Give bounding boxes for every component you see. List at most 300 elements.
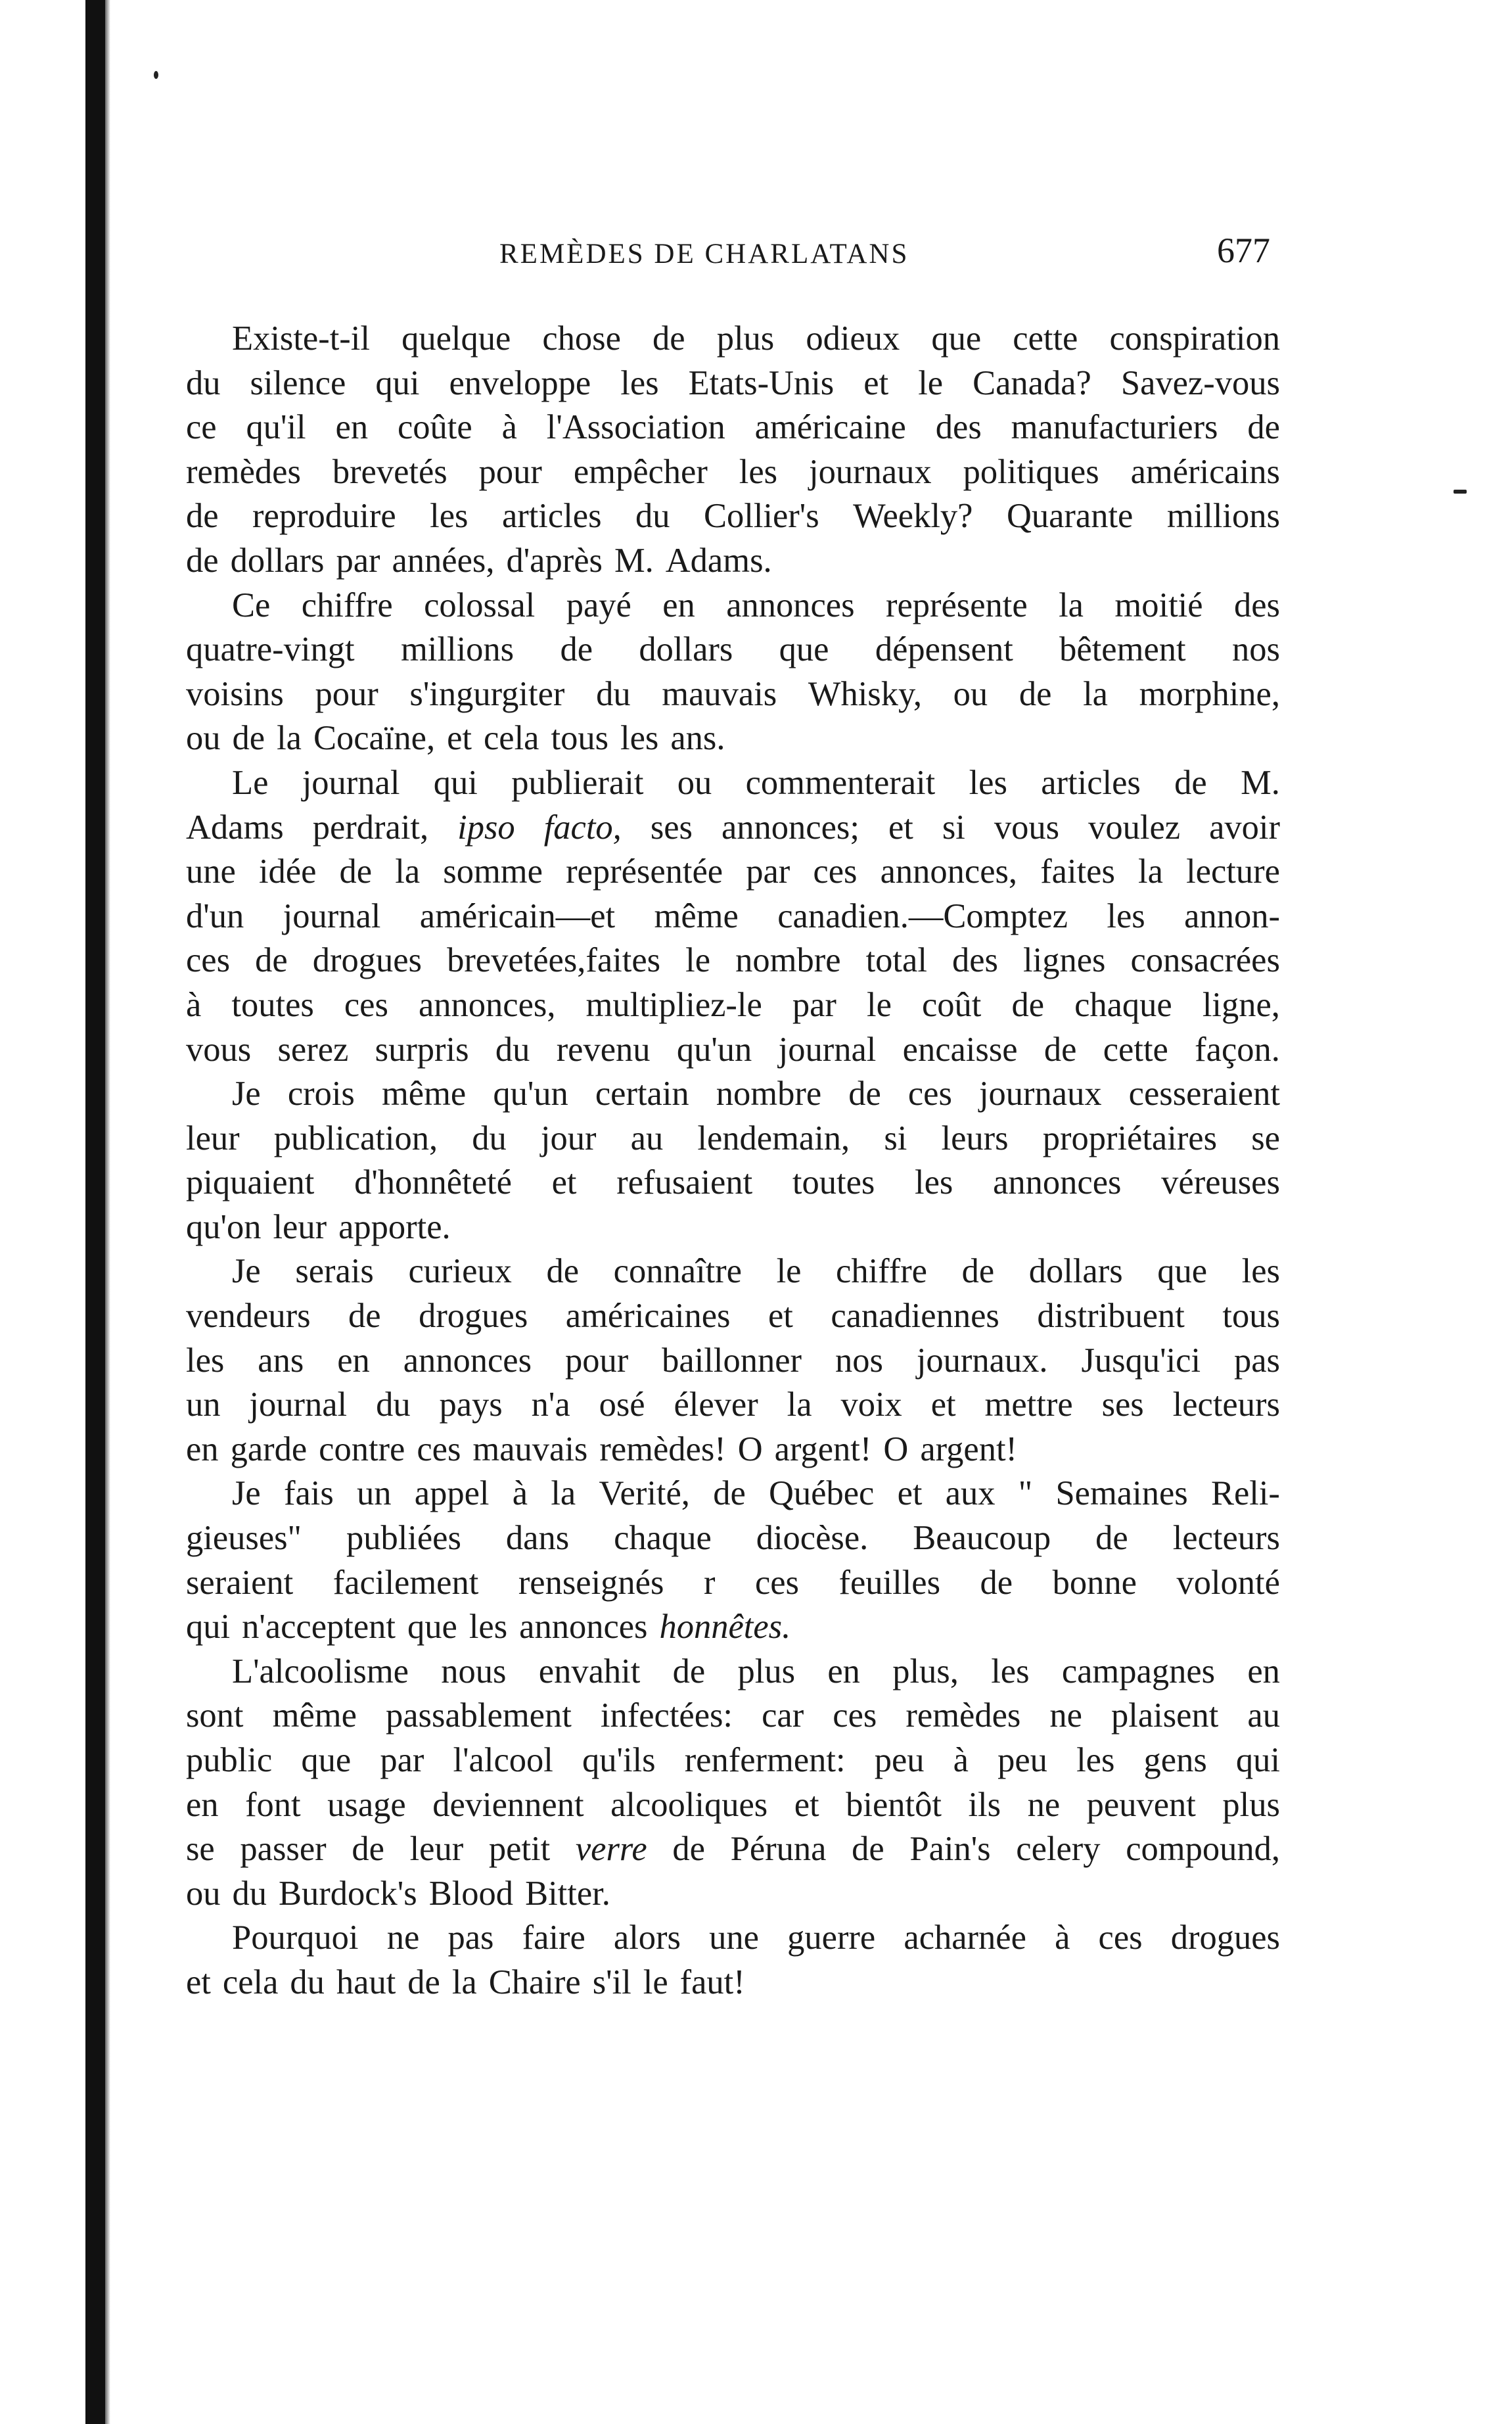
word: Beaucoup [913,1519,1051,1558]
word: le [776,1252,802,1291]
word: pour [564,1341,629,1380]
word: canadiennes [831,1297,999,1336]
word: faut! [679,1963,745,2001]
word: facto, [543,808,622,847]
word: le [918,363,944,402]
word: coûte [397,408,472,447]
word: de [560,630,593,669]
word: mettre [984,1386,1073,1424]
word: acharnée [904,1919,1026,1957]
word: ans. [670,719,725,758]
word: nombre [716,1075,822,1113]
word: même [654,897,739,935]
word: pour [478,452,542,491]
word: représente [885,586,1028,624]
word: argent! [774,1430,872,1468]
word: consacrées [1130,941,1280,980]
word: que [1157,1252,1208,1291]
word: brevetées,faites [447,941,661,980]
word: ces [186,941,231,980]
word: dollars [1028,1252,1123,1291]
text-line [186,317,1280,361]
word: à [501,408,517,447]
word: les [620,719,659,758]
word: Blood [428,1874,514,1913]
text-line [186,761,1280,806]
word: ou [677,763,712,802]
word: multipliez-le [585,985,762,1024]
word: faites [1040,852,1115,891]
word: la [551,1474,576,1513]
word: Je [232,1252,261,1291]
word: canadien.—Comptez [777,897,1068,935]
word: journal [249,1386,348,1424]
word: de [1095,1519,1128,1558]
word: se [1251,1119,1280,1157]
word: Quarante [1006,497,1134,536]
word: renferment: [684,1741,846,1779]
word: drogues [1170,1919,1280,1957]
word: lignes [1023,941,1106,980]
word: enveloppe [449,363,591,402]
word: volonté [1176,1563,1280,1602]
word: annonces; [722,808,859,847]
word: le [643,1963,668,2001]
word: lecteurs [1172,1386,1280,1424]
text-line [186,1694,1280,1738]
word: chaque [1074,985,1172,1024]
word: en [337,1341,370,1380]
word: Bitter. [525,1874,610,1913]
word: un [357,1474,392,1513]
word: pays [439,1386,503,1424]
word: Jusqu'ici [1081,1341,1201,1380]
word: chose [542,319,621,358]
word: Adams. [665,541,772,580]
word: verre [575,1830,647,1869]
word: et [794,1785,819,1824]
word: du [232,1874,267,1913]
text-line [186,1249,1280,1294]
word: nous [441,1652,507,1690]
word: la [395,852,421,891]
word: ces [907,1075,952,1113]
word: et [767,1297,793,1336]
word: de [713,1474,746,1513]
word: feuilles [838,1563,941,1602]
text-line [186,983,1280,1028]
word: nos [1231,630,1280,669]
word: facilement [332,1563,479,1602]
word: en [827,1652,860,1690]
word: ces [1098,1919,1143,1957]
word: publication, [273,1119,438,1157]
word: la [1059,586,1084,624]
word: commenterait [745,763,936,802]
word: vous [994,808,1060,847]
text-line [186,1161,1280,1205]
word: remèdes [905,1696,1021,1735]
word: Ce [232,586,271,624]
word: à [512,1474,528,1513]
word: de [980,1563,1013,1602]
word: de [848,1075,881,1113]
word: millions [1166,497,1280,536]
word: américaine [754,408,906,447]
word: de [1247,408,1280,447]
word: de [1174,763,1207,802]
word: appel [414,1474,490,1513]
word: seraient [186,1563,294,1602]
word: au [1247,1696,1280,1735]
word: odieux [806,319,900,358]
word: ans [258,1341,304,1380]
word: années, [392,541,495,580]
text-line [186,1827,1280,1872]
page-number: 677 [1217,231,1270,270]
word: Pourquoi [232,1919,359,1957]
word: font [245,1785,301,1824]
word: toutes [792,1163,875,1202]
word: la [451,1963,477,2001]
word: Weekly? [853,497,973,536]
text-line [186,406,1280,450]
word: du [596,674,631,713]
word: tous [1222,1297,1280,1336]
word: bientôt [846,1785,942,1824]
word: somme [443,852,543,891]
word: leurs [941,1119,1009,1157]
word: Whisky, [808,674,922,713]
word: perdrait, [312,808,429,847]
word: qui [375,363,420,402]
text-line [186,1117,1280,1161]
word: et [447,719,472,758]
word: la [277,719,302,758]
word: ou [953,674,988,713]
word: Québec [769,1474,875,1513]
word: les [186,1341,225,1380]
word: Etats-Unis [688,363,835,402]
body-text [186,317,1280,2005]
word: revenu [556,1030,651,1069]
word: toutes [231,985,314,1024]
word: r [703,1563,716,1602]
word: même [272,1696,357,1735]
word: leur [409,1830,464,1869]
word: idée [258,852,317,891]
word: Collier's [703,497,819,536]
word: ne [386,1919,420,1957]
word: cesseraient [1128,1075,1280,1113]
word: baillonner [662,1341,802,1380]
word: que [407,1608,457,1646]
text-line [186,1872,1280,1917]
word: leur [186,1119,240,1157]
word: guerre [787,1919,876,1957]
word: quatre-vingt [186,630,355,669]
word: de [339,852,373,891]
word: articles [501,497,602,536]
word: plus [716,319,775,358]
word: drogues [312,941,422,980]
word: dans [505,1519,570,1558]
word: certain [595,1075,689,1113]
word: journaux. [916,1341,1048,1380]
word: petit [488,1830,551,1869]
word: de [407,1963,440,2001]
word: Chaire [488,1963,581,2001]
text-line [186,1028,1280,1073]
text-line [186,1783,1280,1828]
word: les [1241,1252,1280,1291]
word: Péruna [730,1830,827,1869]
word: diocèse. [756,1519,869,1558]
word: voix [840,1386,902,1424]
word: le [685,941,711,980]
word: par [792,985,836,1024]
text-line [186,1650,1280,1694]
word: quelque [401,319,511,358]
word: alors [613,1919,681,1957]
word: des [951,941,998,980]
word: Existe-t-il [232,319,370,358]
word: aux [945,1474,996,1513]
word: une [186,852,236,891]
word: garde [230,1430,308,1468]
word: peu [997,1741,1047,1779]
word: fais [283,1474,334,1513]
word: de [672,1830,705,1869]
word: d'un [186,897,244,935]
word: curieux [408,1252,512,1291]
word: public [186,1741,273,1779]
text-line [186,672,1280,717]
word: de [653,319,685,358]
word: faire [522,1919,585,1957]
word: peuvent [1086,1785,1196,1824]
word: et [863,363,889,402]
word: l'alcool [453,1741,553,1779]
word: vendeurs [186,1297,311,1336]
word: avoir [1209,808,1280,847]
word: plus, [892,1652,959,1690]
text-line [186,806,1280,851]
word: américains [1130,452,1280,491]
word: un [186,1386,221,1424]
word: annonces [993,1163,1122,1202]
text-line [186,628,1280,672]
word: passer [240,1830,327,1869]
word: articles [1041,763,1141,802]
word: Pain's [909,1830,991,1869]
word: voulez [1088,808,1181,847]
word: remèdes! [599,1430,726,1468]
word: payé [566,586,631,624]
text-line [186,1205,1280,1250]
word: en [662,586,695,624]
word: une [709,1919,759,1957]
word: colossal [424,586,536,624]
word: refusaient [616,1163,753,1202]
word: tous [551,719,609,758]
word: lendemain, [697,1119,850,1157]
word: jour [540,1119,597,1157]
word: des [1233,586,1280,624]
word: Cocaïne, [313,719,436,758]
word: en [1247,1652,1280,1690]
text-line [186,539,1280,584]
word: nos [835,1341,883,1380]
word: et [551,1163,577,1202]
word: Canada? [973,363,1091,402]
word: du [376,1386,411,1424]
word: ses [1101,1386,1144,1424]
word: serez [277,1030,349,1069]
word: les [915,1163,953,1202]
word: et [930,1386,956,1424]
word: qu'un [676,1030,752,1069]
word: la [1083,674,1108,713]
text-line [186,1428,1280,1472]
word: O [737,1430,763,1468]
word: journaux [809,452,932,491]
word: sont [186,1696,244,1735]
word: serais [295,1252,374,1291]
word: gens [1143,1741,1207,1779]
text-line [186,716,1280,761]
text-line [186,1383,1280,1428]
word: que [301,1741,352,1779]
word: propriétaires [1042,1119,1218,1157]
word: manufacturiers [1011,408,1218,447]
word: façon. [1195,1030,1280,1069]
word: plus [1222,1785,1280,1824]
word: voisins [186,674,284,713]
word: alcooliques [610,1785,768,1824]
word: à [186,985,202,1024]
word: journal [283,897,381,935]
word: américain—et [419,897,616,935]
word: qu'il [246,408,306,447]
word: conspiration [1109,319,1280,358]
text-line [186,1294,1280,1339]
word: s'ingurgiter [409,674,565,713]
word: la [787,1386,812,1424]
word: de [961,1252,995,1291]
text-line [186,1738,1280,1783]
word: connaître [613,1252,742,1291]
word: les [1076,1741,1115,1779]
word: Adams [186,808,284,847]
text-line [186,1561,1280,1606]
word: journal [778,1030,877,1069]
word: ne [1027,1785,1061,1824]
word: publierait [511,763,644,802]
word: que [779,630,829,669]
word: qui [1235,1741,1280,1779]
word: ou [186,719,221,758]
word: du [186,363,221,402]
word: drogues [419,1297,528,1336]
word: si [942,808,965,847]
word: ils [968,1785,1001,1824]
word: les [739,452,778,491]
word: compound, [1126,1830,1280,1869]
page-binding-shadow [105,0,110,2424]
word: O [883,1430,909,1468]
word: cette [1013,319,1078,358]
word: américaines [565,1297,731,1336]
word: de [1011,985,1044,1024]
word: de [546,1252,580,1291]
word: cela [222,1963,279,2001]
word: de [186,541,219,580]
word: représentée [566,852,723,891]
text-line [186,939,1280,983]
word: remèdes [186,452,301,491]
word: à [953,1741,969,1779]
word: Je [232,1474,261,1513]
text-line [186,1516,1280,1561]
word: ces [754,1563,799,1602]
word: Verité, [599,1474,690,1513]
text-line [186,1472,1280,1516]
word: de [672,1652,706,1690]
word: et [897,1474,923,1513]
word: journaux [978,1075,1102,1113]
word: s'il [592,1963,631,2001]
word: ses [650,808,693,847]
word: reproduire [252,497,396,536]
word: pas [447,1919,494,1957]
word: vous [186,1030,252,1069]
word: honnêtes. [659,1608,791,1646]
word: campagnes [1061,1652,1216,1690]
text-line [186,1961,1280,2005]
word: annonces [403,1341,532,1380]
word: élever [674,1386,758,1424]
word: la [1138,852,1163,891]
text-line [186,1916,1280,1961]
word: plus [737,1652,796,1690]
word: distribuent [1037,1297,1185,1336]
word: bêtement [1059,630,1186,669]
word: annonces, [419,985,556,1024]
word: infectées: [600,1696,733,1735]
word: encaisse [902,1030,1018,1069]
word: et [888,808,913,847]
word: ou [186,1874,221,1913]
word: du [495,1030,530,1069]
word: que [931,319,982,358]
word: de [348,1297,381,1336]
word: pas [1233,1341,1280,1380]
word: le [867,985,892,1024]
word: millions [400,630,515,669]
word: de [255,941,288,980]
word: journal [302,763,400,802]
word: de [1043,1030,1077,1069]
word: chiffre [836,1252,927,1291]
word: usage [327,1785,406,1824]
word: ces [833,1696,877,1735]
word: gieuses" [186,1519,302,1558]
word: lecteurs [1172,1519,1280,1558]
word: les [991,1652,1030,1690]
text-line [186,494,1280,539]
word: qu'ils [582,1741,656,1779]
